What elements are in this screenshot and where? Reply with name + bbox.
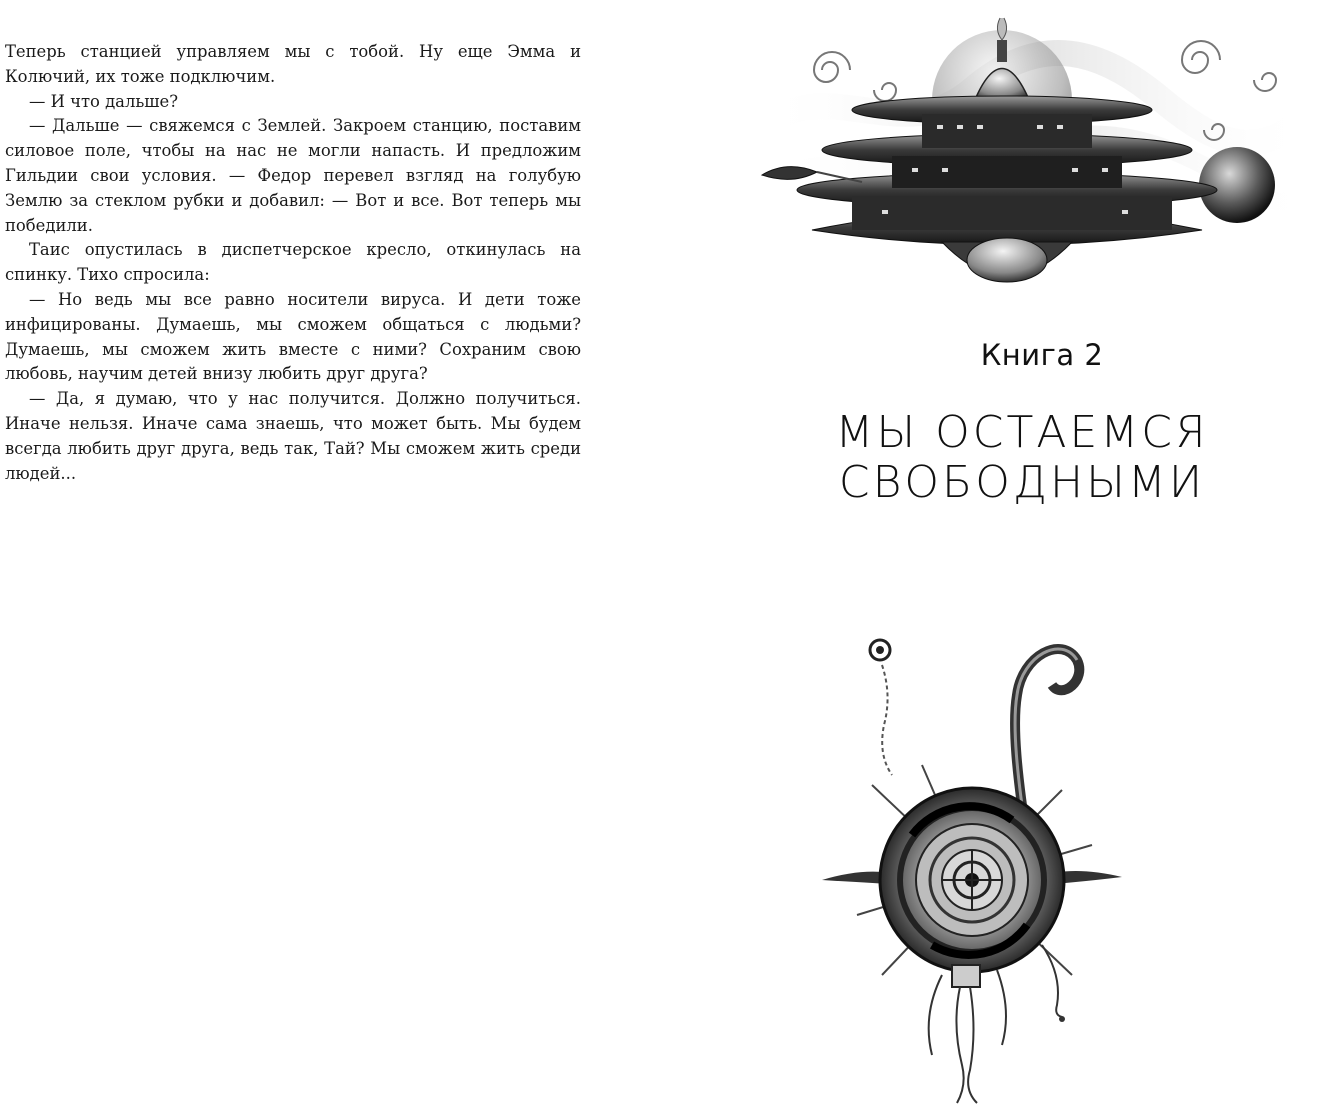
book-title-line-1: МЫ ОСТАЕМСЯ xyxy=(835,407,1209,458)
book-title xyxy=(802,408,1242,508)
paragraph-6: — Да, я думаю, что у нас получится. Должно получиться. Иначе нельзя. Иначе сама знаешь, что может быть. Мы будем всегда любить друг друга, ведь так, Тай? Мы сможем жить среди людей... xyxy=(5,389,581,483)
paragraph-5: — Но ведь мы все равно носители вируса. И дети тоже инфицированы. Думаешь, мы сможем общаться с людьми? Думаешь, мы сможем жить вместе с ними? Сохраним свою любовь, научим детей внизу любить друг друга? xyxy=(5,289,581,384)
right-page xyxy=(672,0,1344,1107)
paragraph-1: Теперь станцией управляем мы с тобой. Ну еще Эмма и Колючий, их тоже подключим. xyxy=(5,42,581,86)
book-title-line-2: СВОБОДНЫМИ xyxy=(838,457,1206,508)
paragraph-3: — Дальше — свяжемся с Землей. Закроем станцию, поставим силовое поле, чтобы на нас не могли напасть. И предложим Гильдии свои условия. — Федор перевел взгляд на голубую Землю за стеклом рубки и добавил: — Вот и все. Вот теперь мы победили. xyxy=(5,116,581,235)
book-number: Книга 2 xyxy=(980,338,1104,372)
paragraph-2: — И что дальше? xyxy=(29,91,179,111)
space-station-illustration xyxy=(742,10,1322,300)
device-illustration xyxy=(812,615,1132,1105)
body-text xyxy=(5,40,581,486)
paragraph-4: Таис опустилась в диспетчерское кресло, откинулась на спинку. Тихо спросила: xyxy=(5,240,581,285)
